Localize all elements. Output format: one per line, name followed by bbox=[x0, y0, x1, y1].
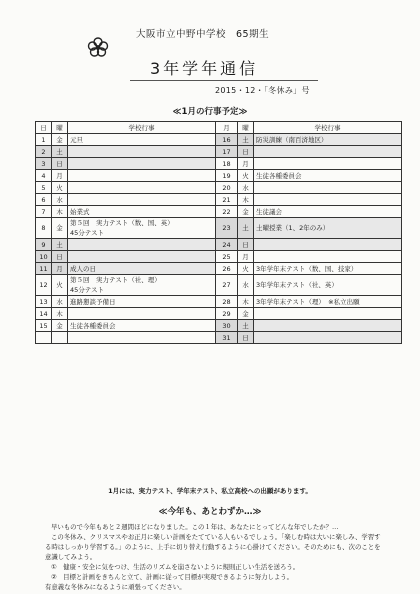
event-text: 進路懇談予備日 bbox=[70, 297, 116, 306]
weekday-cell: 日 bbox=[52, 251, 68, 263]
table-row bbox=[36, 275, 402, 296]
event-cell: 3年学年末テスト（社、英） bbox=[254, 275, 402, 296]
event-cell bbox=[254, 251, 402, 263]
message-body bbox=[45, 522, 385, 592]
event-cell bbox=[68, 251, 216, 263]
weekday-cell: 土 bbox=[238, 134, 254, 146]
event-cell bbox=[68, 308, 216, 320]
calendar-section-title: ≪1月の行事予定≫ bbox=[172, 107, 248, 117]
event-cell bbox=[68, 263, 216, 275]
event-text: 成人の日 bbox=[70, 264, 96, 273]
day-cell: 19 bbox=[216, 170, 238, 182]
list-item: ① 健康・安全に気をつけ、生活のリズムを崩さないように規則正しい生活を送ろう。 bbox=[51, 563, 300, 571]
weekday-cell: 日 bbox=[238, 146, 254, 158]
event-cell: 生徒議会 bbox=[254, 206, 402, 218]
table-row bbox=[36, 194, 402, 206]
paragraph: 有意義な冬休みになるように頑張ってください。 bbox=[45, 583, 186, 591]
event-cell bbox=[254, 332, 402, 344]
day-cell: 9 bbox=[36, 239, 52, 251]
header-weekday: 曜 bbox=[52, 122, 68, 134]
day-cell: 24 bbox=[216, 239, 238, 251]
day-cell: 4 bbox=[36, 170, 52, 182]
event-cell bbox=[254, 194, 402, 206]
calendar-note: 1月には、実力テスト、学年末テスト、私立高校への出願があります。 bbox=[108, 487, 312, 495]
weekday-cell: 土 bbox=[52, 146, 68, 158]
day-cell: 2 bbox=[36, 146, 52, 158]
event-text: 第５回 実力テスト（社、理） bbox=[70, 276, 161, 284]
day-cell: 17 bbox=[216, 146, 238, 158]
weekday-cell: 金 bbox=[238, 206, 254, 218]
paragraph: この冬休み、クリスマスやお正月に楽しい計画をたてている人もいるでしょう。「楽しむ時は大いに楽しみ、学習する時はしっかり学習する。」のように、上手に切り替え行動するように心掛けてください。そのためにも、次のことを意識してみよう。 bbox=[45, 533, 381, 561]
paragraph: 早いもので今年もあと２週間ほどになりました。この１年は、あなたにとってどんな年でしたか？… bbox=[51, 523, 339, 531]
table-row bbox=[36, 206, 402, 218]
weekday-cell: 月 bbox=[52, 263, 68, 275]
weekday-cell: 木 bbox=[238, 296, 254, 308]
table-row bbox=[36, 263, 402, 275]
table-row bbox=[36, 218, 402, 239]
day-cell: 26 bbox=[216, 263, 238, 275]
newsletter-header bbox=[0, 0, 420, 100]
day-cell: 1 bbox=[36, 134, 52, 146]
list-item: ② 目標と計画をきちんと立て、計画に従って目標が実現できるように努力しよう。 bbox=[51, 573, 294, 581]
issue-label: 2015・12・「冬休み」号 bbox=[215, 86, 310, 95]
weekday-cell: 日 bbox=[52, 158, 68, 170]
event-cell: 3年学年末テスト（数、国、技家） bbox=[254, 263, 402, 275]
weekday-cell: 月 bbox=[238, 251, 254, 263]
event-cell bbox=[68, 182, 216, 194]
day-cell: 30 bbox=[216, 320, 238, 332]
weekday-cell: 水 bbox=[238, 275, 254, 296]
event-text: 45分テスト bbox=[70, 286, 105, 294]
day-cell: 23 bbox=[216, 218, 238, 239]
header-weekday: 曜 bbox=[238, 122, 254, 134]
event-cell bbox=[68, 194, 216, 206]
weekday-cell: 日 bbox=[238, 332, 254, 344]
day-cell: 8 bbox=[36, 218, 52, 239]
event-cell bbox=[68, 158, 216, 170]
weekday-cell: 金 bbox=[52, 134, 68, 146]
event-cell bbox=[68, 170, 216, 182]
event-text: 生徒各種委員会 bbox=[70, 321, 116, 330]
event-cell: 土曜授業（1、2年のみ） bbox=[254, 218, 402, 239]
table-row bbox=[36, 308, 402, 320]
event-cell bbox=[254, 308, 402, 320]
weekday-cell: 水 bbox=[52, 194, 68, 206]
day-cell: 5 bbox=[36, 182, 52, 194]
day-cell: 3 bbox=[36, 158, 52, 170]
day-cell: 18 bbox=[216, 158, 238, 170]
day-cell: 6 bbox=[36, 194, 52, 206]
table-row bbox=[36, 170, 402, 182]
day-cell: 22 bbox=[216, 206, 238, 218]
weekday-cell: 水 bbox=[52, 296, 68, 308]
weekday-cell: 土 bbox=[52, 239, 68, 251]
weekday-cell: 土 bbox=[238, 320, 254, 332]
page-title: 3年学年通信 bbox=[150, 59, 259, 78]
event-cell bbox=[68, 296, 216, 308]
event-text: 第５回 実力テスト（数、国、英） bbox=[70, 219, 174, 227]
day-cell: 15 bbox=[36, 320, 52, 332]
event-cell bbox=[68, 218, 216, 239]
event-cell bbox=[68, 275, 216, 296]
weekday-cell: 水 bbox=[238, 182, 254, 194]
header-event: 学校行事 bbox=[254, 122, 402, 134]
empty-cell bbox=[36, 332, 52, 344]
table-row bbox=[36, 182, 402, 194]
table-row bbox=[36, 320, 402, 332]
weekday-cell: 木 bbox=[238, 194, 254, 206]
table-row bbox=[36, 146, 402, 158]
table-row bbox=[36, 332, 402, 344]
event-cell bbox=[68, 206, 216, 218]
day-cell: 14 bbox=[36, 308, 52, 320]
event-cell: 生徒各種委員会 bbox=[254, 170, 402, 182]
event-cell bbox=[68, 239, 216, 251]
event-text: 45分テスト bbox=[70, 229, 105, 237]
table-row bbox=[36, 239, 402, 251]
weekday-cell: 火 bbox=[238, 263, 254, 275]
event-cell bbox=[68, 320, 216, 332]
day-cell: 20 bbox=[216, 182, 238, 194]
day-cell: 7 bbox=[36, 206, 52, 218]
day-cell: 27 bbox=[216, 275, 238, 296]
day-cell: 29 bbox=[216, 308, 238, 320]
table-header-row bbox=[36, 122, 402, 134]
message-section-title: ≪今年も、あとわずか…≫ bbox=[158, 507, 262, 517]
weekday-cell: 金 bbox=[238, 308, 254, 320]
day-cell: 31 bbox=[216, 332, 238, 344]
weekday-cell: 火 bbox=[52, 182, 68, 194]
header-event: 学校行事 bbox=[68, 122, 216, 134]
event-calendar-table bbox=[35, 121, 402, 344]
weekday-cell: 木 bbox=[52, 308, 68, 320]
school-name: 大阪市立中野中学校 65期生 bbox=[136, 29, 270, 40]
weekday-cell: 木 bbox=[52, 206, 68, 218]
empty-cell bbox=[52, 332, 68, 344]
day-cell: 10 bbox=[36, 251, 52, 263]
event-cell: 防災訓練（南百済地区） bbox=[254, 134, 402, 146]
day-cell: 11 bbox=[36, 263, 52, 275]
table-row bbox=[36, 134, 402, 146]
header-day: 日 bbox=[36, 122, 52, 134]
weekday-cell: 金 bbox=[52, 218, 68, 239]
event-cell bbox=[254, 320, 402, 332]
day-cell: 25 bbox=[216, 251, 238, 263]
event-cell bbox=[254, 239, 402, 251]
event-text: 元旦 bbox=[70, 135, 83, 144]
event-text: 始業式 bbox=[70, 207, 90, 216]
empty-cell bbox=[68, 332, 216, 344]
event-cell bbox=[254, 158, 402, 170]
event-cell bbox=[68, 134, 216, 146]
event-cell bbox=[254, 146, 402, 158]
table-row bbox=[36, 296, 402, 308]
event-cell: 3年学年末テスト（理） ※私立出願 bbox=[254, 296, 402, 308]
weekday-cell: 月 bbox=[238, 158, 254, 170]
weekday-cell: 火 bbox=[238, 170, 254, 182]
day-cell: 12 bbox=[36, 275, 52, 296]
weekday-cell: 月 bbox=[52, 170, 68, 182]
day-cell: 16 bbox=[216, 134, 238, 146]
day-cell: 21 bbox=[216, 194, 238, 206]
school-emblem-icon bbox=[86, 36, 110, 60]
weekday-cell: 火 bbox=[52, 275, 68, 296]
table-row bbox=[36, 158, 402, 170]
event-cell bbox=[68, 146, 216, 158]
weekday-cell: 金 bbox=[52, 320, 68, 332]
header-day: 月 bbox=[216, 122, 238, 134]
event-cell bbox=[254, 182, 402, 194]
table-row bbox=[36, 251, 402, 263]
day-cell: 28 bbox=[216, 296, 238, 308]
weekday-cell: 土 bbox=[238, 218, 254, 239]
day-cell: 13 bbox=[36, 296, 52, 308]
weekday-cell: 日 bbox=[238, 239, 254, 251]
